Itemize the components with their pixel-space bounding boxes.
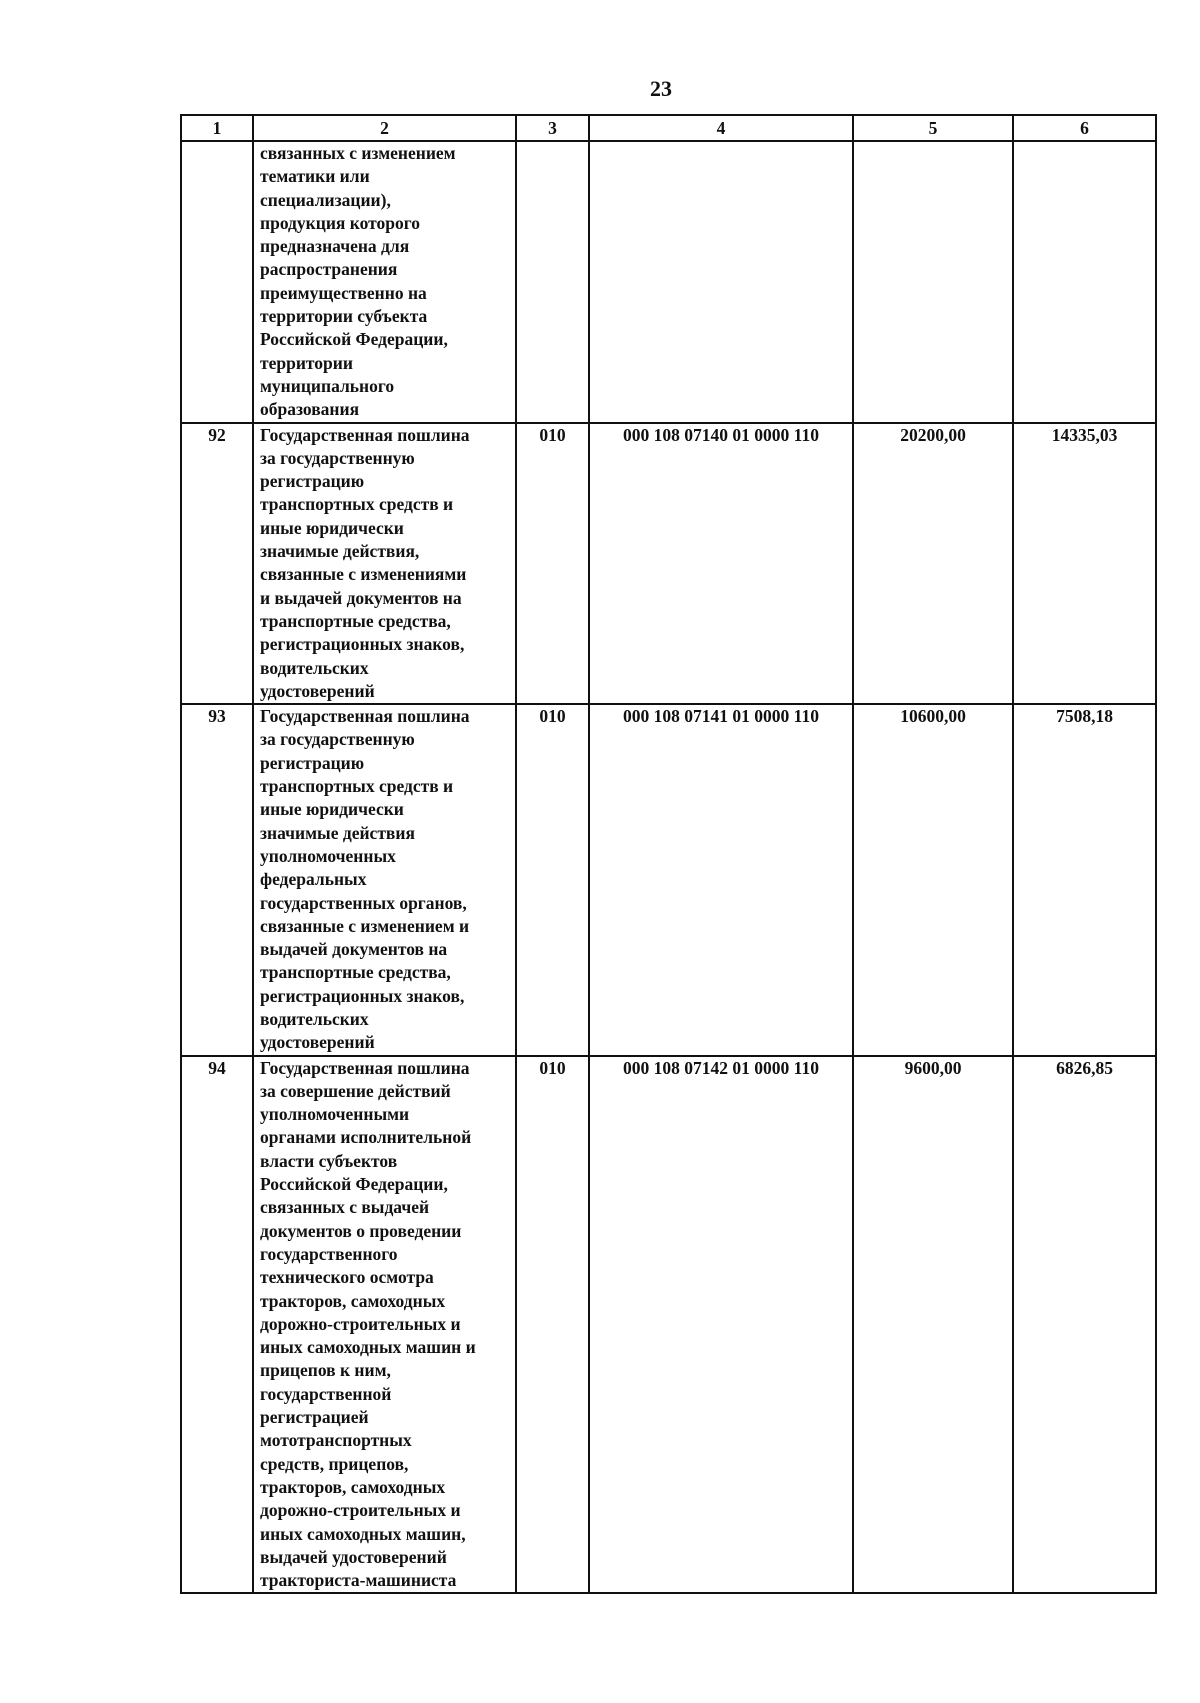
revenue-name-line: тракторов, самоходных bbox=[260, 1476, 446, 1497]
column-header-6: 6 bbox=[1013, 115, 1156, 141]
actual-amount-cell: 6826,85 bbox=[1013, 1056, 1156, 1594]
revenue-name-line: дорожно-строительных и bbox=[260, 1313, 461, 1334]
revenue-name-line: иных самоходных машин, bbox=[260, 1523, 466, 1544]
revenue-name-cell bbox=[253, 704, 516, 1055]
revenue-name-line: регистрацию bbox=[260, 471, 365, 492]
revenue-name-cell bbox=[253, 423, 516, 705]
table-row bbox=[181, 141, 1156, 423]
revenue-name-line: Российской Федерации, bbox=[260, 329, 448, 350]
revenue-name-line: водительских bbox=[260, 657, 369, 678]
revenue-name-line: регистрационных знаков, bbox=[260, 985, 465, 1006]
revenue-name-line: выдачей документов на bbox=[260, 939, 448, 960]
planned-amount-cell: 10600,00 bbox=[853, 704, 1013, 1055]
column-header-3: 3 bbox=[516, 115, 589, 141]
actual-amount-cell: 7508,18 bbox=[1013, 704, 1156, 1055]
revenue-name-line: технического осмотра bbox=[260, 1267, 434, 1288]
revenue-name-line: за государственную bbox=[260, 729, 415, 750]
revenue-name-line: тракториста-машиниста bbox=[260, 1570, 457, 1591]
revenue-table bbox=[180, 114, 1157, 1594]
table-body bbox=[181, 141, 1156, 1593]
revenue-name-line: связанные с изменением и bbox=[260, 915, 470, 936]
revenue-name-line: тракторов, самоходных bbox=[260, 1290, 446, 1311]
revenue-name-line: удостоверений bbox=[260, 680, 375, 701]
revenue-name-line: муниципального bbox=[260, 375, 395, 396]
revenue-name-line: Государственная пошлина bbox=[260, 1057, 470, 1078]
table-row bbox=[181, 1056, 1156, 1594]
revenue-name-line: регистрацию bbox=[260, 752, 365, 773]
column-header-4: 4 bbox=[589, 115, 853, 141]
revenue-name-line: связанных с изменением bbox=[260, 143, 456, 163]
revenue-name-line: средств, прицепов, bbox=[260, 1453, 409, 1474]
admin-code-cell bbox=[516, 141, 589, 423]
revenue-name-line: Российской Федерации, bbox=[260, 1174, 448, 1195]
revenue-name-cell bbox=[253, 1056, 516, 1594]
actual-amount-cell: 14335,03 bbox=[1013, 423, 1156, 705]
planned-amount-cell: 20200,00 bbox=[853, 423, 1013, 705]
column-header-2: 2 bbox=[253, 115, 516, 141]
revenue-name-line: преимущественно на bbox=[260, 282, 427, 303]
header-row bbox=[181, 115, 1156, 141]
revenue-name-line: уполномоченных bbox=[260, 845, 396, 866]
revenue-name-line: удостоверений bbox=[260, 1032, 375, 1053]
row-number-cell: 94 bbox=[181, 1056, 253, 1594]
revenue-name-line: за совершение действий bbox=[260, 1080, 451, 1101]
table-row bbox=[181, 704, 1156, 1055]
revenue-name-line: водительских bbox=[260, 1008, 369, 1029]
planned-amount-cell: 9600,00 bbox=[853, 1056, 1013, 1594]
admin-code-cell: 010 bbox=[516, 704, 589, 1055]
revenue-name-line: транспортных средств и bbox=[260, 494, 454, 515]
revenue-name-line: значимые действия, bbox=[260, 541, 420, 562]
revenue-name-cell bbox=[253, 141, 516, 423]
budget-classification-code-cell: 000 108 07142 01 0000 110 bbox=[589, 1056, 853, 1594]
revenue-name-line: государственной bbox=[260, 1383, 392, 1404]
revenue-name-line: иные юридически bbox=[260, 517, 404, 538]
revenue-name-line: тематики или bbox=[260, 166, 370, 187]
revenue-name-line: предназначена для bbox=[260, 236, 410, 257]
revenue-name-line: дорожно-строительных и bbox=[260, 1500, 461, 1521]
revenue-name-line: иные юридически bbox=[260, 799, 404, 820]
revenue-name-line: продукция которого bbox=[260, 212, 420, 233]
revenue-name-line: транспортные средства, bbox=[260, 610, 451, 631]
column-header-5: 5 bbox=[853, 115, 1013, 141]
admin-code-cell: 010 bbox=[516, 423, 589, 705]
revenue-name-line: власти субъектов bbox=[260, 1150, 398, 1171]
row-number-cell: 92 bbox=[181, 423, 253, 705]
revenue-name-line: государственного bbox=[260, 1243, 398, 1264]
revenue-name-line: территории bbox=[260, 352, 353, 373]
revenue-name-line: документов о проведении bbox=[260, 1220, 462, 1241]
revenue-name-line: уполномоченными bbox=[260, 1104, 410, 1125]
revenue-name-line: прицепов к ним, bbox=[260, 1360, 391, 1381]
revenue-name-line: транспортных средств и bbox=[260, 776, 454, 797]
revenue-name-line: и выдачей документов на bbox=[260, 587, 462, 608]
planned-amount-cell bbox=[853, 141, 1013, 423]
revenue-name-line: связанные с изменениями bbox=[260, 564, 467, 585]
revenue-name-line: органами исполнительной bbox=[260, 1127, 472, 1148]
revenue-name-line: транспортные средства, bbox=[260, 962, 451, 983]
revenue-name-line: мототранспортных bbox=[260, 1430, 412, 1451]
revenue-name-line: регистрационных знаков, bbox=[260, 634, 465, 655]
revenue-name-line: распространения bbox=[260, 259, 398, 280]
actual-amount-cell bbox=[1013, 141, 1156, 423]
revenue-name-line: территории субъекта bbox=[260, 306, 428, 327]
column-header-1: 1 bbox=[181, 115, 253, 141]
revenue-name-line: связанных с выдачей bbox=[260, 1197, 430, 1218]
revenue-name-line: федеральных bbox=[260, 869, 367, 890]
row-number-cell bbox=[181, 141, 253, 423]
admin-code-cell: 010 bbox=[516, 1056, 589, 1594]
table-header bbox=[181, 115, 1156, 141]
revenue-name-line: Государственная пошлина bbox=[260, 706, 470, 727]
revenue-name-line: регистрацией bbox=[260, 1407, 369, 1428]
budget-classification-code-cell bbox=[589, 141, 853, 423]
budget-classification-code-cell: 000 108 07140 01 0000 110 bbox=[589, 423, 853, 705]
page-number: 23 bbox=[650, 76, 672, 101]
revenue-name-line: государственных органов, bbox=[260, 892, 467, 913]
revenue-name-line: Государственная пошлина bbox=[260, 424, 470, 445]
row-number-cell: 93 bbox=[181, 704, 253, 1055]
revenue-name-line: выдачей удостоверений bbox=[260, 1546, 447, 1567]
revenue-name-line: образования bbox=[260, 399, 360, 420]
revenue-name-line: значимые действия bbox=[260, 822, 415, 843]
table-row bbox=[181, 423, 1156, 705]
revenue-name-line: иных самоходных машин и bbox=[260, 1337, 476, 1358]
revenue-name-line: специализации), bbox=[260, 189, 391, 210]
budget-classification-code-cell: 000 108 07141 01 0000 110 bbox=[589, 704, 853, 1055]
revenue-name-line: за государственную bbox=[260, 447, 415, 468]
